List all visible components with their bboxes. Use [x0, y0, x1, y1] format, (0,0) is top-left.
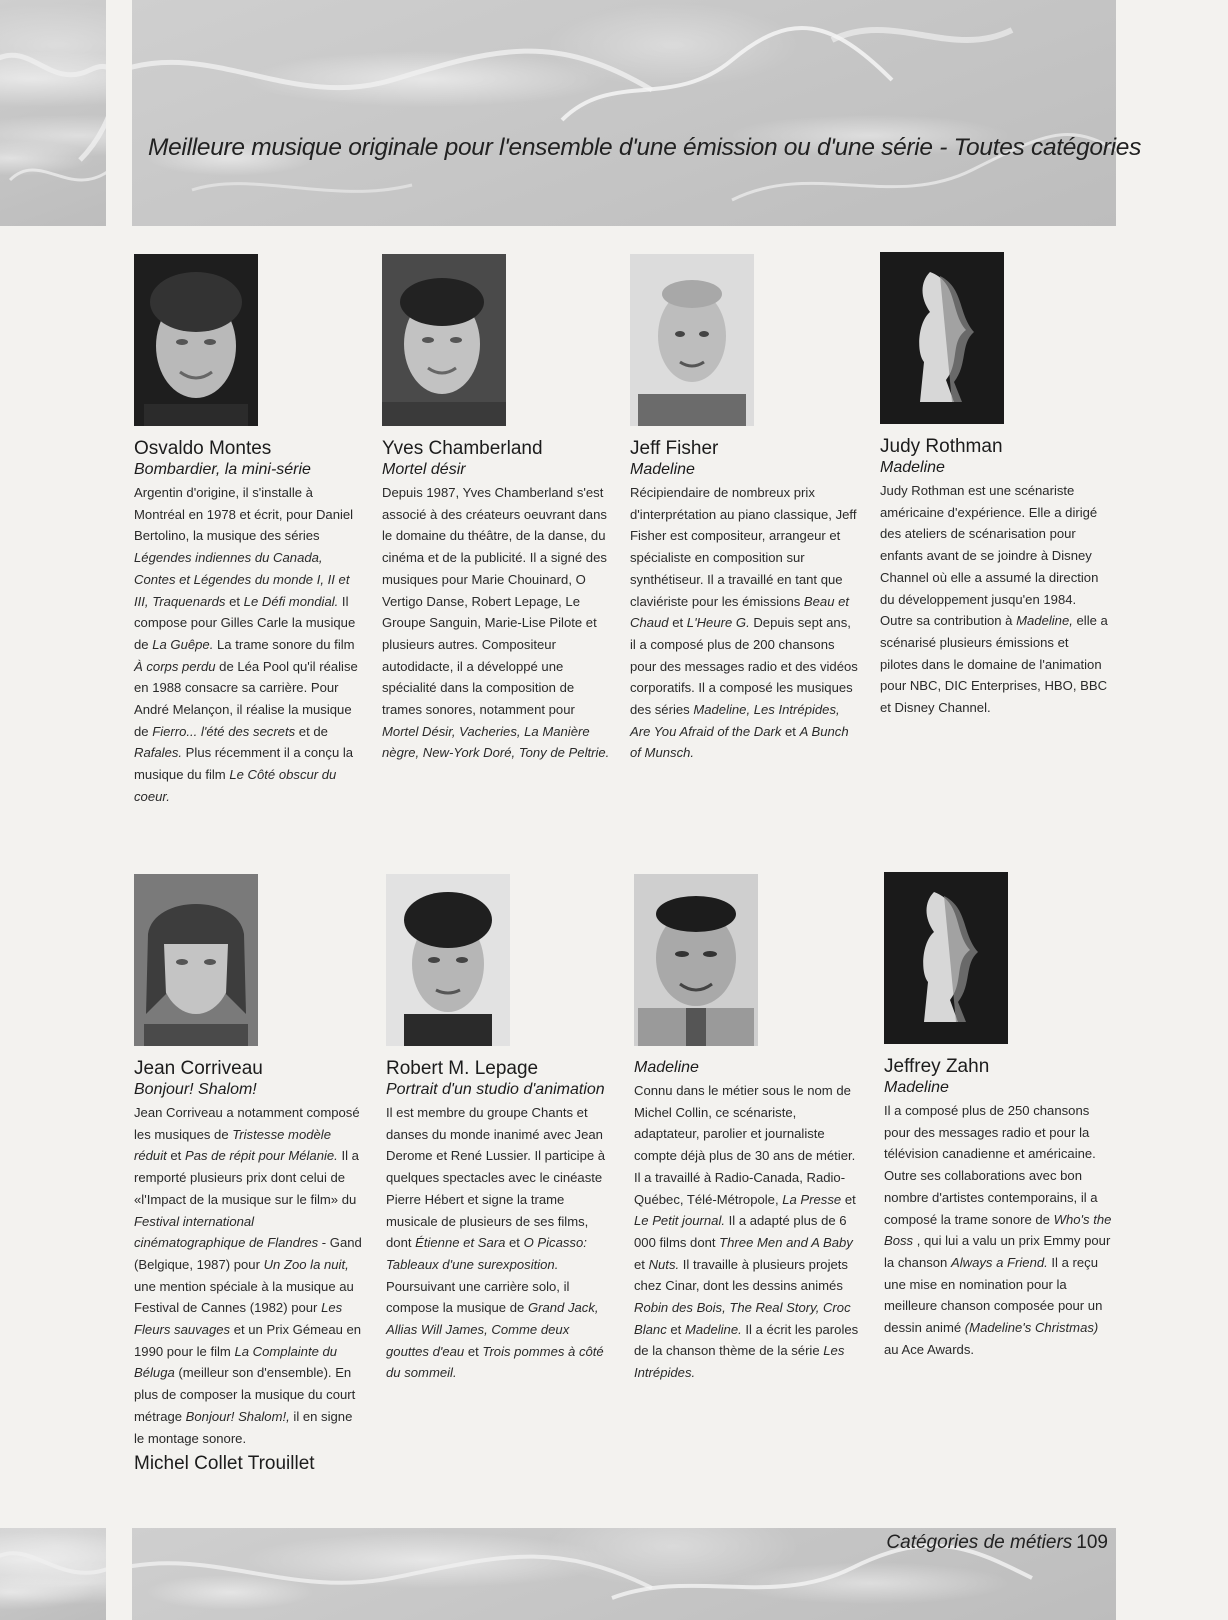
bio-title-italic: Nuts. — [648, 1256, 680, 1272]
bio-title-italic: Madeline. — [684, 1321, 742, 1337]
bio-title-italic: La Guêpe. — [152, 636, 214, 652]
bio-text: et — [166, 1148, 185, 1164]
bio-title-italic: L'Heure G. — [686, 615, 750, 631]
bio-text: Depuis 1987, Yves Chamberland s'est associé à des créateurs oeuvrant dans le domaine du théâtre, de la danse, du cinéma et de la publicité. Il a signé des musiques pour Marie Chouinard, O Vertigo Danse, Robert Lepage, Le Groupe Sanguin, Marie-Lise Pilote et plusieurs autres. Compositeur autodidacte, il a développé une spécialité dans la composition de trames sonores, notamment pour — [382, 485, 607, 718]
trophy-image — [884, 872, 1008, 1044]
bio-title-italic: Pas de répit pour Mélanie. — [184, 1148, 338, 1164]
bio-title-italic: O Picasso: Tableaux d'une surexposition. — [386, 1235, 587, 1272]
bio-text: une mention spéciale à la musique au Festival de Cannes (1982) pour — [134, 1278, 354, 1316]
bio-title-italic: La Complainte du Béluga — [134, 1343, 338, 1381]
bio-text: Il a écrit les paroles de la chanson thème de la série — [634, 1321, 859, 1359]
bio-text: Depuis sept ans, il a composé plus de 200 chansons pour des messages radio et des vidéos corporatifs. Il a composé les musiques des séries — [630, 615, 858, 718]
nominee-bio — [134, 1102, 362, 1449]
bio-title-italic: Trois pommes à côté du sommeil. — [386, 1343, 604, 1381]
nominee-name: Jean Corriveau — [134, 1058, 263, 1079]
bio-title-italic: Étienne et Sara — [415, 1235, 506, 1251]
bio-text: et — [634, 1256, 649, 1272]
bio-title-italic: Three Men and A Baby — [719, 1234, 853, 1250]
bio-title-italic: Le Défi mondial. — [243, 593, 339, 609]
bio-text: Il a remporté plusieurs prix dont celui de «l'Impact de la musique sur le film» du — [134, 1148, 359, 1207]
bio-title-italic: (Madeline's Christmas) — [964, 1320, 1099, 1336]
bio-text: , qui lui a valu un prix Emmy pour la chanson — [884, 1233, 1111, 1270]
nominee-bio — [634, 1080, 862, 1384]
bio-text: de Léa Pool qu'il réalise en 1988 consacre sa carrière. Pour André Melançon, il réalise la musique de — [134, 658, 358, 739]
bio-text: Il a composé plus de 250 chansons pour des messages radio et pour la télévision canadienne et américaine. Outre ses collaborations avec bon nombre d'artistes contemporains, il a composé la trame sonore de — [884, 1103, 1098, 1227]
portrait-photo — [630, 254, 754, 426]
bio-text: - Gand (Belgique, 1987) pour — [134, 1235, 362, 1272]
nominee-bio — [880, 480, 1108, 719]
nominee-card — [880, 252, 1108, 719]
bio-title-italic: Always a Friend. — [950, 1254, 1048, 1270]
bio-title-italic: Les Intrépides. — [634, 1343, 845, 1381]
bio-title-italic: Who's the Boss — [884, 1211, 1112, 1249]
nominee-name: Jeffrey Zahn — [884, 1056, 990, 1077]
bio-text: Il a reçu une mise en nomination pour la meilleure chanson composée pour un dessin animé — [884, 1254, 1103, 1336]
bio-title-italic: Les Fleurs sauvages — [134, 1300, 343, 1338]
page-number: 109 — [1076, 1532, 1108, 1553]
bio-text: et — [781, 723, 800, 739]
nominee-name: Jeff Fisher — [630, 438, 719, 459]
bio-title-italic: La Presse — [782, 1191, 842, 1207]
bio-title-italic: Robin des Bois, The Real Story, Croc Blanc — [634, 1300, 851, 1337]
bio-title-italic: Fierro... l'été des secrets — [152, 723, 296, 739]
bio-text: Connu dans le métier sous le nom de Michel Collin, ce scénariste, adaptateur, parolier et journaliste compte déjà plus de 30 ans de métier. Il a travaillé à Radio-Canada, Radio-Québec, Télé-Métropole, — [634, 1083, 856, 1207]
bio-text: Il est membre du groupe Chants et danses du monde inanimé avec Jean Derome et René Lussier. Il participe à quelques spectacles avec le cinéaste Pierre Hébert et signe la trame musicale de plusieurs de ses films, dont — [386, 1105, 606, 1251]
bio-text: et — [505, 1235, 524, 1251]
footer-section: Catégories de métiers — [886, 1532, 1073, 1553]
bio-title-italic: Madeline, Les Intrépides, Are You Afraid of the Dark — [630, 702, 840, 739]
bio-text: (meilleur son d'ensemble). En plus de composer la musique du court métrage — [134, 1365, 356, 1424]
nominee-show: Madeline — [634, 1059, 699, 1076]
portrait-photo — [382, 254, 506, 426]
nominee-name: Osvaldo Montes — [134, 438, 272, 459]
bio-title-italic: Beau et Chaud — [630, 593, 850, 631]
header-banner — [132, 0, 1142, 226]
nominee-card — [134, 874, 362, 1475]
nominee-bio — [134, 482, 362, 808]
bio-title-italic: Tristesse modèle réduit — [134, 1126, 331, 1164]
nominee-bio — [386, 1102, 614, 1384]
bio-title-italic: Le Petit journal. — [634, 1213, 725, 1229]
bio-title-italic: À corps perdu — [134, 658, 216, 674]
bio-title-italic: Grand Jack, Allias Will James, Comme deux gouttes d'eau — [386, 1300, 599, 1359]
bio-text: et — [464, 1343, 483, 1359]
nominee-show: Madeline — [630, 461, 695, 478]
nominee-card — [134, 254, 362, 808]
bio-text: au Ace Awards. — [884, 1341, 975, 1357]
bio-title-italic: Madeline, — [1016, 613, 1073, 629]
bio-title-italic: Festival international cinématographique de Flandres — [134, 1213, 319, 1251]
nominee-card — [884, 872, 1112, 1360]
bio-text: Il travaille à plusieurs projets chez Cinar, dont les dessins animés — [634, 1256, 848, 1294]
bio-text: elle a scénarisé plusieurs émissions et pilotes dans le domaine de l'animation pour NBC, DIC Enterprises, HBO, BBC et Disney Channel. — [880, 613, 1108, 716]
bio-title-italic: Mortel Désir, Vacheries, La Manière nègre, New-York Doré, Tony de Peltrie. — [382, 723, 610, 761]
nominee-card — [630, 254, 858, 764]
bio-text: Argentin d'origine, il s'installe à Montréal en 1978 et écrit, pour Daniel Bertolino, la musique des séries — [134, 485, 354, 544]
bio-text: il en signe le montage sonore. — [134, 1408, 353, 1446]
nominee-card — [386, 874, 614, 1384]
bio-text: Récipiendaire de nombreux prix d'interprétation au piano classique, Jeff Fisher est compositeur, arrangeur et spécialiste en composition sur synthétiseur. Il a travaillé en tant que claviériste pour les émissions — [630, 485, 857, 609]
bio-text: et — [225, 593, 244, 609]
nominee-show: Portrait d'un studio d'animation — [386, 1081, 605, 1098]
nominee-bio — [884, 1100, 1112, 1360]
nominee-show: Madeline — [884, 1079, 949, 1096]
portrait-photo — [634, 874, 758, 1046]
trophy-image — [880, 252, 1004, 424]
bio-text: et — [668, 615, 687, 631]
bio-text: La trame sonore du film — [213, 636, 355, 652]
bio-title-italic: Le Côté obscur du coeur. — [134, 767, 337, 804]
bio-text: et de — [295, 723, 328, 739]
nominee-bio — [382, 482, 610, 764]
page-title: Meilleure musique originale pour l'ensemble d'une émission ou d'une série - Toutes catégories — [148, 134, 1142, 161]
nominee-name: Robert M. Lepage — [386, 1058, 539, 1079]
decorative-band — [0, 1528, 106, 1620]
bio-text: et un Prix Gémeau en 1990 pour le film — [134, 1322, 362, 1359]
bio-text: et — [666, 1321, 685, 1337]
bio-title-italic: Rafales. — [134, 745, 183, 761]
portrait-photo — [134, 874, 258, 1046]
nominee-card — [382, 254, 610, 764]
nominee-name-extra: Michel Collet Trouillet — [134, 1453, 315, 1475]
bio-text: Poursuivant une carrière solo, il compose la musique de — [386, 1278, 570, 1316]
bio-text: Il a adapté plus de 6 000 films dont — [634, 1213, 847, 1250]
bio-text: Plus récemment il a conçu la musique du film — [134, 745, 354, 783]
bio-title-italic: A Bunch of Munsch. — [630, 723, 849, 761]
portrait-photo — [134, 254, 258, 426]
nominee-show: Bombardier, la mini-série — [134, 461, 311, 478]
nominee-show: Bonjour! Shalom! — [134, 1081, 257, 1098]
nominee-card — [634, 874, 862, 1384]
nominee-bio — [630, 482, 858, 764]
portrait-photo — [386, 874, 510, 1046]
bio-text: et — [841, 1191, 856, 1207]
nominee-show: Mortel désir — [382, 461, 466, 478]
bio-text: Judy Rothman est une scénariste américaine d'expérience. Elle a dirigé des ateliers de scénarisation pour enfants avant de se joindre à Disney Channel où elle a assumé la direction du développement jusqu'en 1984. Outre sa contribution à — [880, 483, 1099, 629]
decorative-band — [0, 0, 106, 226]
bio-text: Jean Corriveau a notamment composé les musiques de — [134, 1105, 360, 1142]
nominee-name: Yves Chamberland — [382, 438, 543, 459]
page-footer — [886, 1532, 1108, 1554]
bio-title-italic: Un Zoo la nuit, — [263, 1256, 349, 1272]
bio-title-italic: Légendes indiennes du Canada, Contes et Légendes du monde I, II et III, Traquenards — [134, 550, 350, 609]
nominee-name: Judy Rothman — [880, 436, 1003, 457]
nominee-show: Madeline — [880, 459, 945, 476]
bio-title-italic: Bonjour! Shalom!, — [185, 1408, 290, 1424]
bio-text: Il compose pour Gilles Carle la musique de — [134, 593, 356, 652]
